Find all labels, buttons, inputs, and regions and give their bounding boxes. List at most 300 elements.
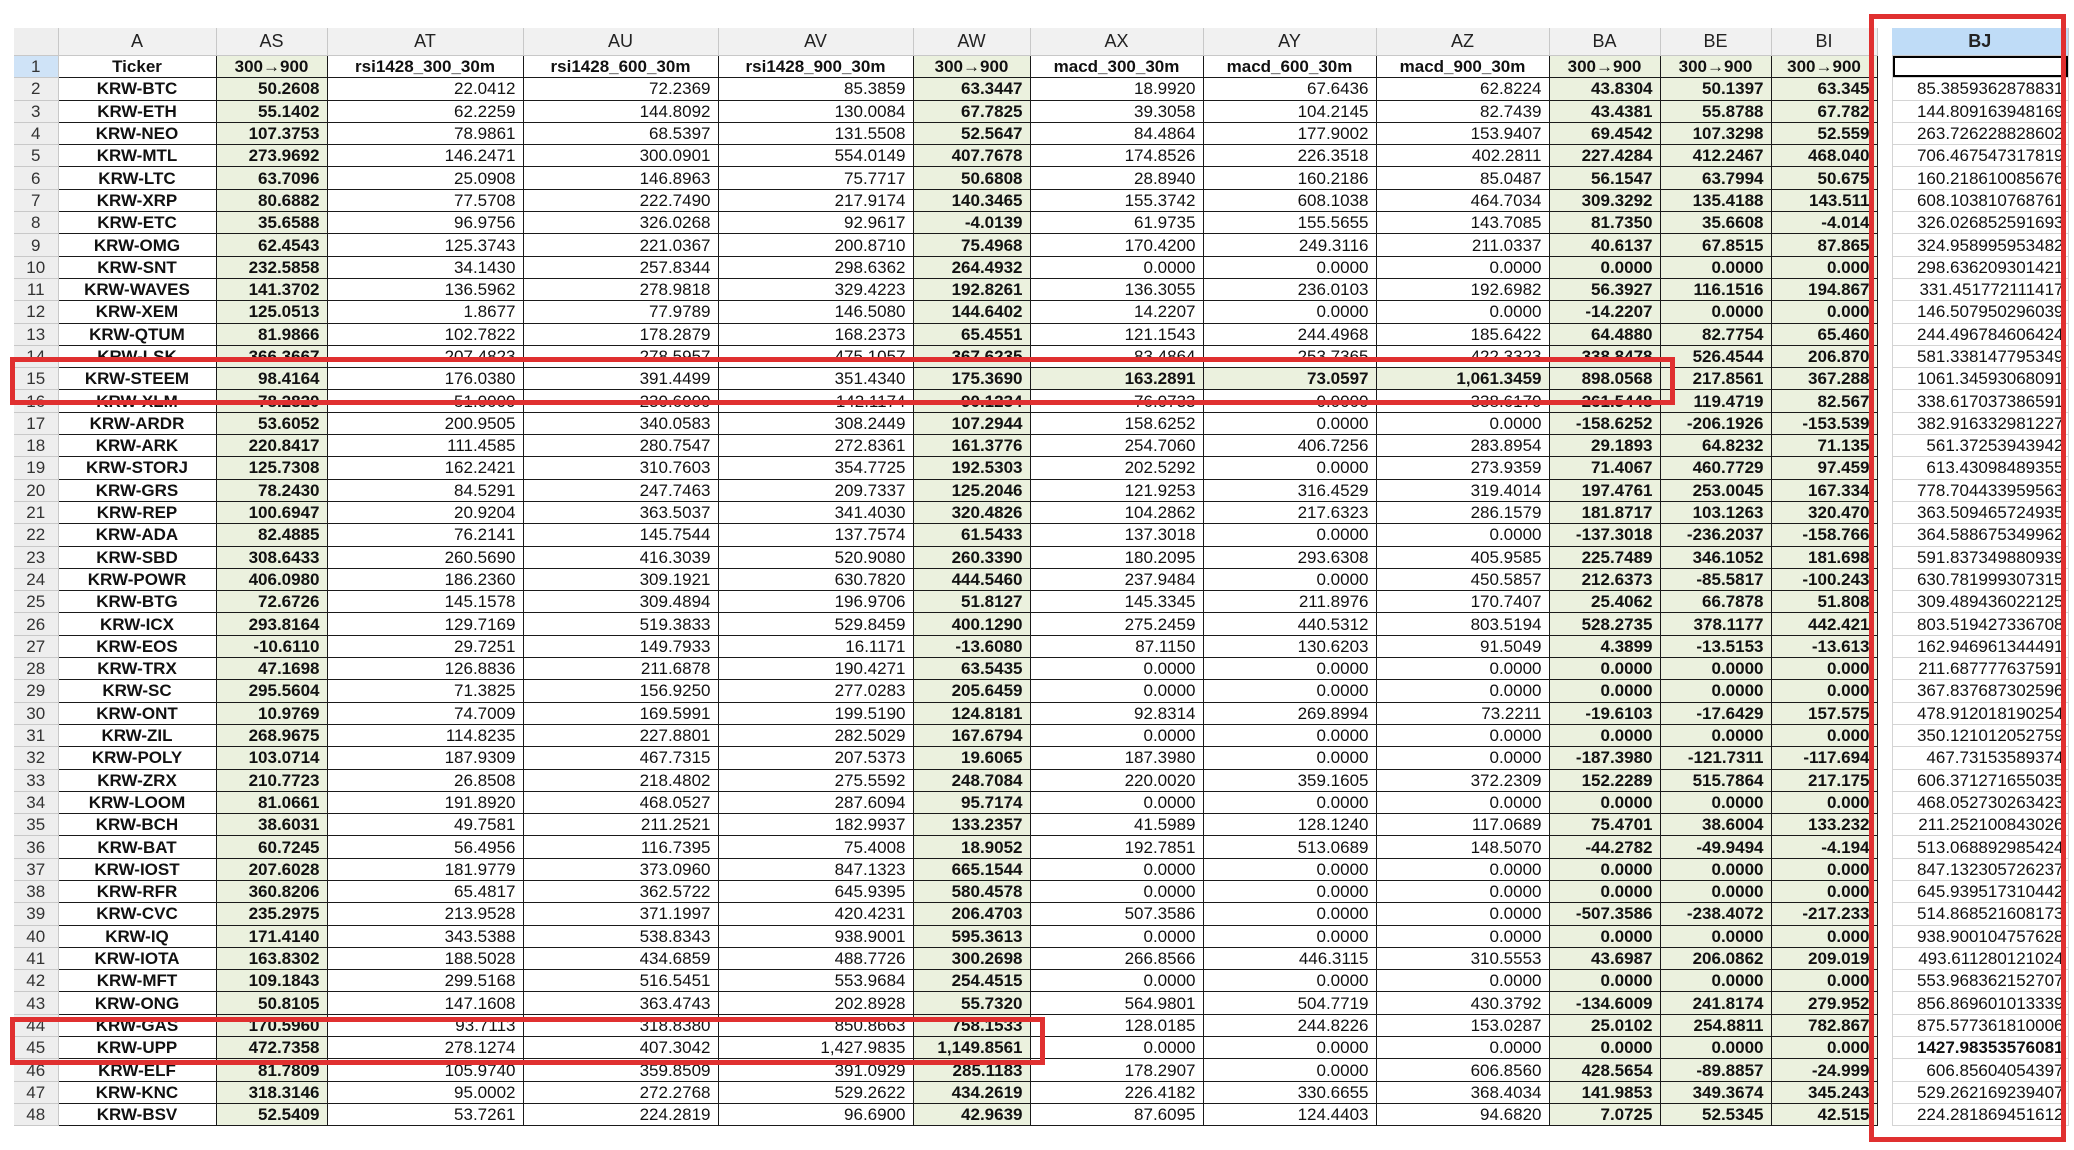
ticker-cell[interactable]: KRW-OMG — [58, 234, 216, 256]
row-number[interactable]: 19 — [14, 457, 58, 479]
cell[interactable]: 0.0000 — [1203, 791, 1376, 813]
cell[interactable]: 63.7096 — [216, 167, 327, 189]
cell[interactable]: 222.7490 — [523, 189, 718, 211]
cell[interactable]: 263.726228828602 — [1892, 122, 2068, 144]
cell[interactable]: 406.7256 — [1203, 435, 1376, 457]
cell[interactable]: 349.3674 — [1660, 1081, 1771, 1103]
cell[interactable]: 0.0000 — [1376, 747, 1549, 769]
cell[interactable]: 367.288 — [1771, 368, 1877, 390]
cell[interactable]: 359.8509 — [523, 1059, 718, 1081]
cell[interactable]: 0.0000 — [1203, 256, 1376, 278]
row-number[interactable]: 39 — [14, 903, 58, 925]
cell[interactable]: 19.6065 — [913, 747, 1030, 769]
cell[interactable]: 40.6137 — [1549, 234, 1660, 256]
cell[interactable]: 1,427.9835 — [718, 1037, 913, 1059]
cell[interactable]: 41.5989 — [1030, 814, 1203, 836]
ticker-cell[interactable]: KRW-SC — [58, 680, 216, 702]
cell[interactable]: 68.5397 — [523, 122, 718, 144]
cell[interactable]: 83.4864 — [1030, 345, 1203, 367]
cell[interactable]: 76.0733 — [1030, 390, 1203, 412]
cell[interactable]: 153.9407 — [1376, 122, 1549, 144]
cell[interactable]: 244.496784606424 — [1892, 323, 2068, 345]
cell[interactable]: 73.2211 — [1376, 702, 1549, 724]
cell[interactable]: 308.2449 — [718, 412, 913, 434]
cell[interactable]: 0.0000 — [1376, 791, 1549, 813]
cell[interactable]: 66.7878 — [1660, 591, 1771, 613]
cell[interactable]: 218.4802 — [523, 769, 718, 791]
cell[interactable]: 224.281869451612 — [1892, 1103, 2068, 1125]
cell[interactable]: 405.9585 — [1376, 546, 1549, 568]
header-cell[interactable]: macd_600_30m — [1203, 56, 1376, 78]
cell[interactable]: 202.5292 — [1030, 457, 1203, 479]
cell[interactable]: 581.338147795349 — [1892, 345, 2068, 367]
cell[interactable]: 382.916332981227 — [1892, 412, 2068, 434]
cell[interactable]: 362.5722 — [523, 880, 718, 902]
cell[interactable]: 0.0000 — [1549, 658, 1660, 680]
column-header-au[interactable]: AU — [523, 28, 718, 56]
cell[interactable]: 472.7358 — [216, 1037, 327, 1059]
ticker-cell[interactable]: KRW-BAT — [58, 836, 216, 858]
cell[interactable]: 52.5345 — [1660, 1103, 1771, 1125]
cell[interactable]: 52.5647 — [913, 122, 1030, 144]
cell[interactable]: 371.1997 — [523, 903, 718, 925]
cell[interactable]: 758.1533 — [913, 1014, 1030, 1036]
cell[interactable]: 364.588675349962 — [1892, 524, 2068, 546]
cell[interactable]: 0.0000 — [1376, 680, 1549, 702]
cell[interactable]: 96.9756 — [327, 212, 523, 234]
cell[interactable]: 310.7603 — [523, 457, 718, 479]
row-number[interactable]: 26 — [14, 613, 58, 635]
cell[interactable]: 0.0000 — [1203, 680, 1376, 702]
cell[interactable]: 1,149.8561 — [913, 1037, 1030, 1059]
cell[interactable]: 81.7350 — [1549, 212, 1660, 234]
cell[interactable]: 0.000 — [1771, 1037, 1877, 1059]
cell[interactable]: 272.8361 — [718, 435, 913, 457]
row-number[interactable]: 34 — [14, 791, 58, 813]
row-number[interactable]: 31 — [14, 724, 58, 746]
row-number[interactable]: 37 — [14, 858, 58, 880]
cell[interactable]: 144.809163948169 — [1892, 100, 2068, 122]
cell[interactable]: 0.0000 — [1203, 747, 1376, 769]
cell[interactable]: 528.2735 — [1549, 613, 1660, 635]
ticker-cell[interactable]: KRW-LTC — [58, 167, 216, 189]
cell[interactable]: 665.1544 — [913, 858, 1030, 880]
cell[interactable]: 515.7864 — [1660, 769, 1771, 791]
cell[interactable]: 192.7851 — [1030, 836, 1203, 858]
cell[interactable]: 125.0513 — [216, 301, 327, 323]
cell[interactable]: 367.837687302596 — [1892, 680, 2068, 702]
cell[interactable]: 148.5070 — [1376, 836, 1549, 858]
cell[interactable]: 85.0487 — [1376, 167, 1549, 189]
cell[interactable]: 22.0412 — [327, 78, 523, 100]
ticker-cell[interactable]: KRW-BTC — [58, 78, 216, 100]
cell[interactable]: 75.4008 — [718, 836, 913, 858]
cell[interactable]: 43.6987 — [1549, 947, 1660, 969]
cell[interactable]: 80.6882 — [216, 189, 327, 211]
cell[interactable]: 0.0000 — [1376, 412, 1549, 434]
cell[interactable]: 137.7574 — [718, 524, 913, 546]
cell[interactable]: 0.0000 — [1660, 925, 1771, 947]
cell[interactable]: 0.0000 — [1376, 658, 1549, 680]
cell[interactable]: 63.3447 — [913, 78, 1030, 100]
active-cell[interactable] — [1892, 56, 2068, 78]
cell[interactable]: 62.2259 — [327, 100, 523, 122]
cell[interactable]: 363.5037 — [523, 501, 718, 523]
cell[interactable]: 53.7261 — [327, 1103, 523, 1125]
row-number[interactable]: 5 — [14, 145, 58, 167]
cell[interactable]: 131.5508 — [718, 122, 913, 144]
cell[interactable]: 0.000 — [1771, 925, 1877, 947]
cell[interactable]: 0.0000 — [1203, 524, 1376, 546]
cell[interactable]: -158.6252 — [1549, 412, 1660, 434]
cell[interactable]: 82.7754 — [1660, 323, 1771, 345]
ticker-cell[interactable]: KRW-XRP — [58, 189, 216, 211]
cell[interactable]: 400.1290 — [913, 613, 1030, 635]
cell[interactable]: 366.3667 — [216, 345, 327, 367]
cell[interactable]: 191.8920 — [327, 791, 523, 813]
cell[interactable]: 428.5654 — [1549, 1059, 1660, 1081]
cell[interactable]: 55.7320 — [913, 992, 1030, 1014]
cell[interactable]: -236.2037 — [1660, 524, 1771, 546]
cell[interactable]: 253.7365 — [1203, 345, 1376, 367]
cell[interactable]: 42.9639 — [913, 1103, 1030, 1125]
row-number[interactable]: 6 — [14, 167, 58, 189]
ticker-cell[interactable]: KRW-MTL — [58, 145, 216, 167]
cell[interactable]: -13.6080 — [913, 635, 1030, 657]
cell[interactable]: -14.2207 — [1549, 301, 1660, 323]
cell[interactable]: 778.704433959563 — [1892, 479, 2068, 501]
cell[interactable]: 211.687777637591 — [1892, 658, 2068, 680]
cell[interactable]: 391.0929 — [718, 1059, 913, 1081]
cell[interactable]: 0.0000 — [1376, 880, 1549, 902]
cell[interactable]: 0.0000 — [1030, 925, 1203, 947]
row-number[interactable]: 17 — [14, 412, 58, 434]
cell[interactable]: 142.1174 — [718, 390, 913, 412]
cell[interactable]: 0.0000 — [1376, 524, 1549, 546]
cell[interactable]: 478.912018190254 — [1892, 702, 2068, 724]
cell[interactable]: 63.345 — [1771, 78, 1877, 100]
header-cell[interactable]: rsi1428_300_30m — [327, 56, 523, 78]
cell[interactable]: 81.9866 — [216, 323, 327, 345]
cell[interactable]: 171.4140 — [216, 925, 327, 947]
cell[interactable]: 606.371271655035 — [1892, 769, 2068, 791]
cell[interactable]: 467.7315 — [523, 747, 718, 769]
cell[interactable]: 295.5604 — [216, 680, 327, 702]
cell[interactable]: -134.6009 — [1549, 992, 1660, 1014]
cell[interactable]: 298.636209301421 — [1892, 256, 2068, 278]
cell[interactable]: 102.7822 — [327, 323, 523, 345]
cell[interactable]: 43.4381 — [1549, 100, 1660, 122]
cell[interactable]: 71.4067 — [1549, 457, 1660, 479]
cell[interactable]: 309.4894 — [523, 591, 718, 613]
cell[interactable]: 526.4544 — [1660, 345, 1771, 367]
cell[interactable]: 227.4284 — [1549, 145, 1660, 167]
cell[interactable]: 514.868521608173 — [1892, 903, 2068, 925]
cell[interactable]: 0.0000 — [1660, 791, 1771, 813]
cell[interactable]: 606.8560 — [1376, 1059, 1549, 1081]
cell[interactable]: 520.9080 — [718, 546, 913, 568]
cell[interactable]: 0.0000 — [1549, 256, 1660, 278]
cell[interactable]: 0.0000 — [1030, 724, 1203, 746]
row-number[interactable]: 1 — [14, 56, 58, 78]
cell[interactable]: 420.4231 — [718, 903, 913, 925]
cell[interactable]: 185.6422 — [1376, 323, 1549, 345]
cell[interactable]: -4.0139 — [913, 212, 1030, 234]
cell[interactable]: 293.8164 — [216, 613, 327, 635]
cell[interactable]: 0.0000 — [1030, 970, 1203, 992]
ticker-cell[interactable]: KRW-GRS — [58, 479, 216, 501]
cell[interactable]: 18.9052 — [913, 836, 1030, 858]
cell[interactable]: 175.3690 — [913, 368, 1030, 390]
ticker-cell[interactable]: KRW-IOST — [58, 858, 216, 880]
cell[interactable]: 373.0960 — [523, 858, 718, 880]
cell[interactable]: 938.9001 — [718, 925, 913, 947]
cell[interactable]: 51.808 — [1771, 591, 1877, 613]
ticker-cell[interactable]: KRW-SNT — [58, 256, 216, 278]
cell[interactable]: -13.5153 — [1660, 635, 1771, 657]
row-number[interactable]: 9 — [14, 234, 58, 256]
cell[interactable]: -17.6429 — [1660, 702, 1771, 724]
row-number[interactable]: 28 — [14, 658, 58, 680]
cell[interactable]: 378.1177 — [1660, 613, 1771, 635]
cell[interactable]: 226.4182 — [1030, 1081, 1203, 1103]
cell[interactable]: 192.6982 — [1376, 278, 1549, 300]
cell[interactable]: -217.233 — [1771, 903, 1877, 925]
cell[interactable]: 309.1921 — [523, 568, 718, 590]
cell[interactable]: 272.2768 — [523, 1081, 718, 1103]
cell[interactable]: 55.8788 — [1660, 100, 1771, 122]
cell[interactable]: 211.6878 — [523, 658, 718, 680]
cell[interactable]: 87.6095 — [1030, 1103, 1203, 1125]
cell[interactable]: 169.5991 — [523, 702, 718, 724]
row-number[interactable]: 46 — [14, 1059, 58, 1081]
cell[interactable]: 300.2698 — [913, 947, 1030, 969]
cell[interactable]: 124.4403 — [1203, 1103, 1376, 1125]
cell[interactable]: 107.3298 — [1660, 122, 1771, 144]
cell[interactable]: 0.0000 — [1660, 858, 1771, 880]
cell[interactable]: 43.8304 — [1549, 78, 1660, 100]
ticker-cell[interactable]: KRW-ZIL — [58, 724, 216, 746]
cell[interactable]: 128.1240 — [1203, 814, 1376, 836]
cell[interactable]: 217.6323 — [1203, 501, 1376, 523]
ticker-cell[interactable]: KRW-WAVES — [58, 278, 216, 300]
cell[interactable]: 65.4551 — [913, 323, 1030, 345]
ticker-cell[interactable]: KRW-ARK — [58, 435, 216, 457]
cell[interactable]: -153.539 — [1771, 412, 1877, 434]
cell[interactable]: 167.6794 — [913, 724, 1030, 746]
cell[interactable]: 248.7084 — [913, 769, 1030, 791]
cell[interactable]: 300.0901 — [523, 145, 718, 167]
cell[interactable]: 170.5960 — [216, 1014, 327, 1036]
row-number[interactable]: 22 — [14, 524, 58, 546]
cell[interactable]: 254.8811 — [1660, 1014, 1771, 1036]
cell[interactable]: 0.0000 — [1660, 970, 1771, 992]
row-number[interactable]: 36 — [14, 836, 58, 858]
cell[interactable]: 104.2862 — [1030, 501, 1203, 523]
cell[interactable]: 468.052730263423 — [1892, 791, 2068, 813]
cell[interactable]: 282.5029 — [718, 724, 913, 746]
header-cell[interactable]: Ticker — [58, 56, 216, 78]
cell[interactable]: 0.000 — [1771, 858, 1877, 880]
cell[interactable]: 0.0000 — [1376, 301, 1549, 323]
cell[interactable]: 56.1547 — [1549, 167, 1660, 189]
cell[interactable]: 504.7719 — [1203, 992, 1376, 1014]
row-number[interactable]: 15 — [14, 368, 58, 390]
cell[interactable]: 162.2421 — [327, 457, 523, 479]
cell[interactable]: 407.7678 — [913, 145, 1030, 167]
cell[interactable]: 199.5190 — [718, 702, 913, 724]
cell[interactable]: 63.7994 — [1660, 167, 1771, 189]
cell[interactable]: 224.2819 — [523, 1103, 718, 1125]
cell[interactable]: 145.1578 — [327, 591, 523, 613]
column-header-bj[interactable]: BJ — [1892, 28, 2068, 56]
cell[interactable]: 119.4719 — [1660, 390, 1771, 412]
cell[interactable]: 209.019 — [1771, 947, 1877, 969]
cell[interactable]: 0.0000 — [1203, 658, 1376, 680]
cell[interactable]: 391.4499 — [523, 368, 718, 390]
cell[interactable]: 116.7395 — [523, 836, 718, 858]
cell[interactable]: 553.9684 — [718, 970, 913, 992]
cell[interactable]: 367.6235 — [913, 345, 1030, 367]
cell[interactable]: 92.9617 — [718, 212, 913, 234]
cell[interactable]: -13.613 — [1771, 635, 1877, 657]
cell[interactable]: 153.0287 — [1376, 1014, 1549, 1036]
cell[interactable]: 266.8566 — [1030, 947, 1203, 969]
cell[interactable]: 345.243 — [1771, 1081, 1877, 1103]
cell[interactable]: 343.5388 — [327, 925, 523, 947]
cell[interactable]: 187.3980 — [1030, 747, 1203, 769]
cell[interactable]: 220.0020 — [1030, 769, 1203, 791]
row-number[interactable]: 44 — [14, 1014, 58, 1036]
cell[interactable]: 50.675 — [1771, 167, 1877, 189]
cell[interactable]: 126.8836 — [327, 658, 523, 680]
column-header-at[interactable]: AT — [327, 28, 523, 56]
row-number[interactable]: 47 — [14, 1081, 58, 1103]
cell[interactable]: 90.1234 — [913, 390, 1030, 412]
column-header-az[interactable]: AZ — [1376, 28, 1549, 56]
cell[interactable]: 273.9359 — [1376, 457, 1549, 479]
ticker-cell[interactable]: KRW-CVC — [58, 903, 216, 925]
cell[interactable]: 75.7717 — [718, 167, 913, 189]
cell[interactable]: 128.0185 — [1030, 1014, 1203, 1036]
header-cell[interactable]: 300→900 — [913, 56, 1030, 78]
cell[interactable]: 207.4823 — [327, 345, 523, 367]
cell[interactable]: 0.0000 — [1376, 903, 1549, 925]
cell[interactable]: 0.000 — [1771, 970, 1877, 992]
cell[interactable]: 73.0597 — [1203, 368, 1376, 390]
column-header-as[interactable]: AS — [216, 28, 327, 56]
header-cell[interactable]: macd_900_30m — [1376, 56, 1549, 78]
cell[interactable]: 141.3702 — [216, 278, 327, 300]
cell[interactable]: 278.5957 — [523, 345, 718, 367]
cell[interactable]: 706.467547317819 — [1892, 145, 2068, 167]
cell[interactable]: 338.6170 — [1376, 390, 1549, 412]
cell[interactable]: 230.6000 — [523, 390, 718, 412]
ticker-cell[interactable]: KRW-NEO — [58, 122, 216, 144]
cell[interactable]: 146.507950296039 — [1892, 301, 2068, 323]
cell[interactable]: 34.1430 — [327, 256, 523, 278]
select-all-corner[interactable] — [14, 28, 58, 56]
header-cell[interactable]: rsi1428_900_30m — [718, 56, 913, 78]
cell[interactable]: 177.9002 — [1203, 122, 1376, 144]
cell[interactable]: 74.7009 — [327, 702, 523, 724]
cell[interactable]: -24.999 — [1771, 1059, 1877, 1081]
cell[interactable]: 146.5080 — [718, 301, 913, 323]
cell[interactable]: 67.6436 — [1203, 78, 1376, 100]
ticker-cell[interactable]: KRW-ETH — [58, 100, 216, 122]
cell[interactable]: 286.1579 — [1376, 501, 1549, 523]
cell[interactable]: 103.1263 — [1660, 501, 1771, 523]
cell[interactable]: 554.0149 — [718, 145, 913, 167]
cell[interactable]: 114.8235 — [327, 724, 523, 746]
cell[interactable]: 0.0000 — [1660, 301, 1771, 323]
cell[interactable]: 104.2145 — [1203, 100, 1376, 122]
cell[interactable]: 174.8526 — [1030, 145, 1203, 167]
row-number[interactable]: 40 — [14, 925, 58, 947]
header-cell[interactable]: 300→900 — [1660, 56, 1771, 78]
ticker-cell[interactable]: KRW-XLM — [58, 390, 216, 412]
cell[interactable]: 0.0000 — [1549, 880, 1660, 902]
cell[interactable]: 287.6094 — [718, 791, 913, 813]
cell[interactable]: 430.3792 — [1376, 992, 1549, 1014]
cell[interactable]: 49.7581 — [327, 814, 523, 836]
cell[interactable]: 144.8092 — [523, 100, 718, 122]
row-number[interactable]: 20 — [14, 479, 58, 501]
cell[interactable]: 64.8232 — [1660, 435, 1771, 457]
row-number[interactable]: 27 — [14, 635, 58, 657]
cell[interactable]: 181.8717 — [1549, 501, 1660, 523]
cell[interactable]: 299.5168 — [327, 970, 523, 992]
cell[interactable]: 135.4188 — [1660, 189, 1771, 211]
cell[interactable]: 190.4271 — [718, 658, 913, 680]
cell[interactable]: 200.9505 — [327, 412, 523, 434]
ticker-cell[interactable]: KRW-UPP — [58, 1037, 216, 1059]
cell[interactable]: 0.0000 — [1660, 256, 1771, 278]
cell[interactable]: 109.1843 — [216, 970, 327, 992]
cell[interactable]: 464.7034 — [1376, 189, 1549, 211]
cell[interactable]: 206.0862 — [1660, 947, 1771, 969]
cell[interactable]: 93.7113 — [327, 1014, 523, 1036]
cell[interactable]: 225.7489 — [1549, 546, 1660, 568]
cell[interactable]: 0.000 — [1771, 880, 1877, 902]
row-number[interactable]: 16 — [14, 390, 58, 412]
cell[interactable]: -158.766 — [1771, 524, 1877, 546]
cell[interactable]: 28.8940 — [1030, 167, 1203, 189]
cell[interactable]: 160.2186 — [1203, 167, 1376, 189]
cell[interactable]: 38.6004 — [1660, 814, 1771, 836]
cell[interactable]: 71.3825 — [327, 680, 523, 702]
ticker-cell[interactable]: KRW-ELF — [58, 1059, 216, 1081]
cell[interactable]: 60.7245 — [216, 836, 327, 858]
cell[interactable]: 25.0908 — [327, 167, 523, 189]
row-number[interactable]: 12 — [14, 301, 58, 323]
cell[interactable]: 318.3146 — [216, 1081, 327, 1103]
cell[interactable]: 280.7547 — [523, 435, 718, 457]
cell[interactable]: 247.7463 — [523, 479, 718, 501]
cell[interactable]: 35.6588 — [216, 212, 327, 234]
cell[interactable]: -121.7311 — [1660, 747, 1771, 769]
cell[interactable]: 76.2141 — [327, 524, 523, 546]
cell[interactable]: 217.8561 — [1660, 368, 1771, 390]
cell[interactable]: 145.3345 — [1030, 591, 1203, 613]
row-number[interactable]: 3 — [14, 100, 58, 122]
row-number[interactable]: 7 — [14, 189, 58, 211]
ticker-cell[interactable]: KRW-LOOM — [58, 791, 216, 813]
cell[interactable]: 338.617037386591 — [1892, 390, 2068, 412]
cell[interactable]: 440.5312 — [1203, 613, 1376, 635]
cell[interactable]: 269.8994 — [1203, 702, 1376, 724]
row-number[interactable]: 2 — [14, 78, 58, 100]
